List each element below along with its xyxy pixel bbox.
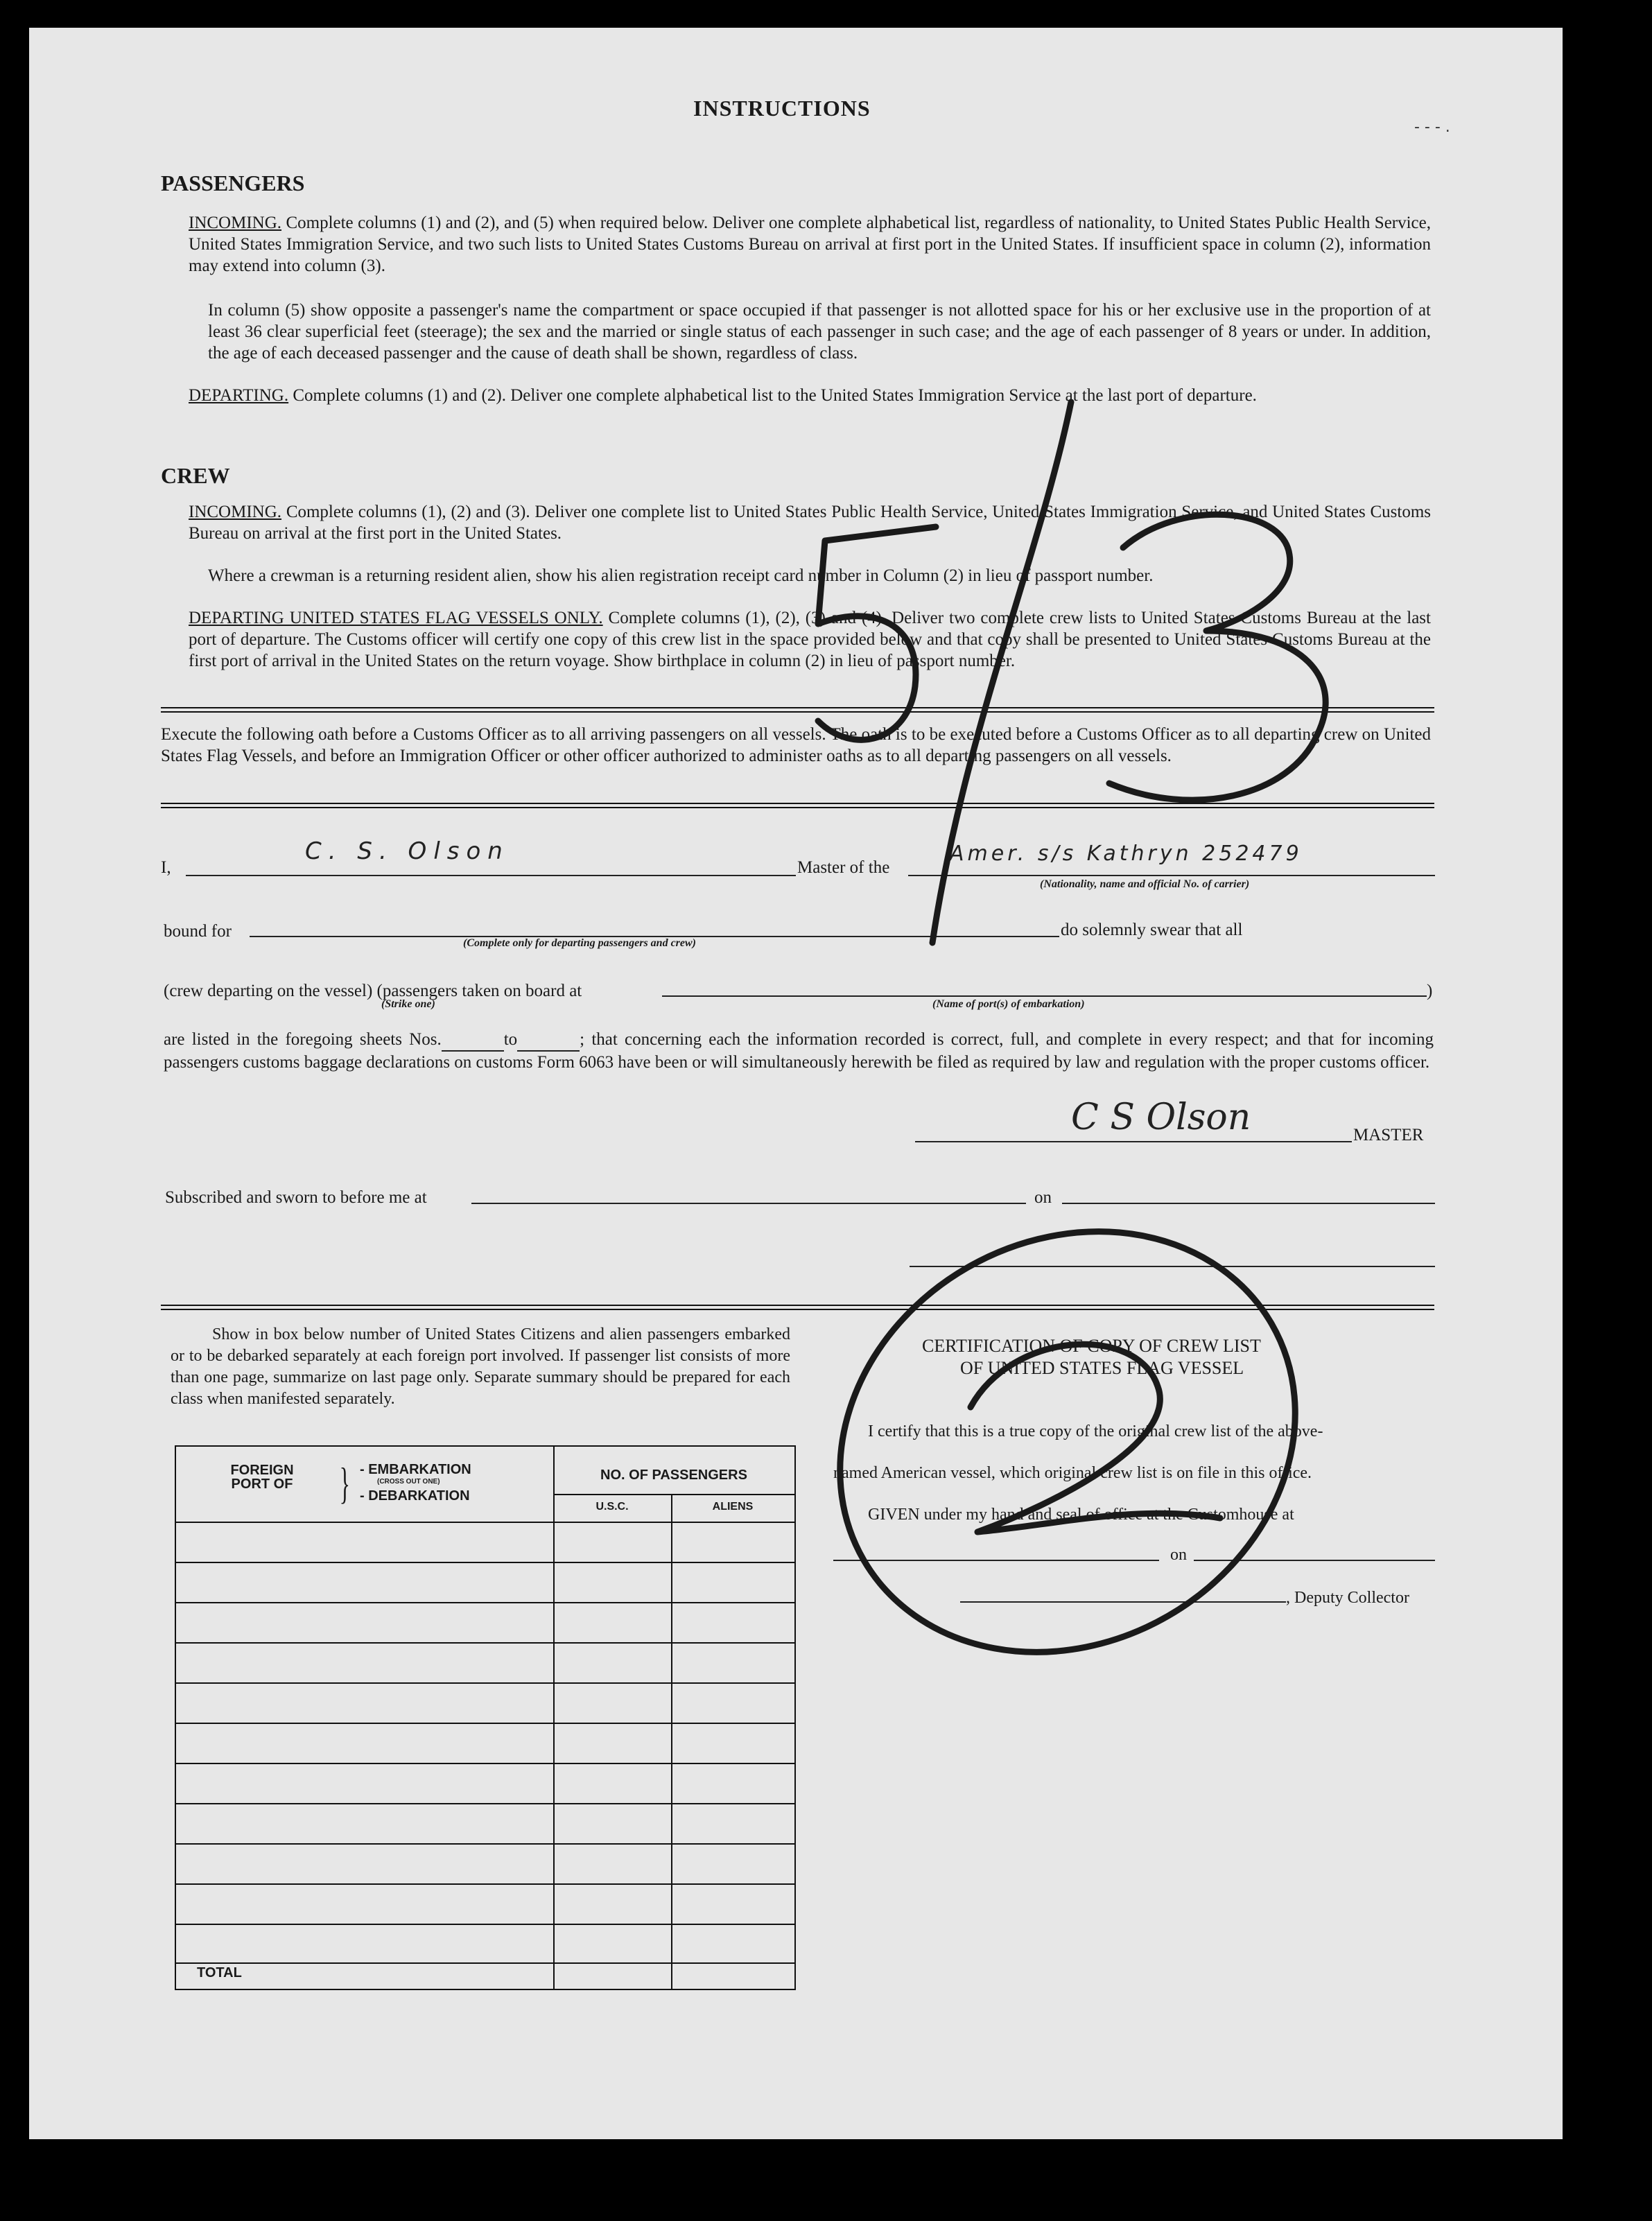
certification-line-1: I certify that this is a true copy of the original crew list of the above- (868, 1422, 1323, 1440)
debarkation-label: - DEBARKATION (360, 1488, 470, 1504)
passengers-departing-text: Complete columns (1) and (2). Deliver one complete alphabetical list to the United States Immigration Service at the last port of departure. (293, 386, 1257, 405)
numeral-two-mark (971, 1344, 1220, 1532)
strike-caption: (Strike one) (381, 998, 435, 1010)
foreign-port-label: FOREIGN PORT OF (230, 1463, 294, 1492)
passengers-header: NO. OF PASSENGERS (600, 1467, 747, 1483)
certification-line-2: named American vessel, which original crew list is on file in this office. (833, 1464, 1312, 1482)
bound-for-label: bound for (164, 922, 232, 941)
passengers-column5-text: In column (5) show opposite a passenger's name the compartment or space occupied if that passenger is not allotted space for his or her exclusive use in the proportion of at least 36 clear superficial feet (steerage); the sex and the married or single status of each passenger in such case; and the age of each passenger of 8 years or under. In addition, the age of each deceased passenger and the cause of death shall be shown, regardless of class. (208, 301, 1431, 363)
certification-line-3: GIVEN under my hand and seal of office at the Customhouse at (868, 1506, 1294, 1524)
certification-title-2: OF UNITED STATES FLAG VESSEL (960, 1358, 1244, 1378)
master-name-handwritten: C. S. Olson (305, 837, 510, 865)
master-label: MASTER (1353, 1126, 1424, 1144)
vessel-caption: (Nationality, name and official No. of carrier) (1040, 878, 1250, 890)
cross-out-label: (CROSS OUT ONE) (377, 1478, 440, 1486)
numeral-five-mark (818, 527, 936, 740)
close-paren: ) (1427, 982, 1433, 1000)
circle-mark (763, 1150, 1373, 1734)
passengers-incoming-lead: INCOMING. (189, 214, 282, 232)
ports-caption: (Name of port(s) of embarkation) (932, 998, 1085, 1010)
certification-on-label: on (1170, 1546, 1187, 1564)
deputy-collector-label: , Deputy Collector (1286, 1589, 1409, 1607)
crew-incoming-text: Complete columns (1), (2) and (3). Deliver one complete list to United States Public Health Service, United States Immigration Service, and United States Customs Bureau on arrival at the first port in the United States. (189, 503, 1432, 543)
crew-departing-text: Complete columns (1), (2), (3) and (4). Deliver two complete crew lists to United States Customs Bureau at the last port of departure. The Customs officer will certify one copy of this crew list in the space provided below and that copy shall be presented to United States Customs Bureau at the first port of arrival in the United States on the return voyage. Show birthplace in column (2) in lieu of passport number. (189, 609, 1431, 670)
passengers-departing-lead: DEPARTING. (189, 386, 289, 405)
subscribed-label: Subscribed and sworn to before me at (165, 1188, 427, 1207)
page-title: INSTRUCTIONS (693, 96, 871, 121)
sheets-post: ; that concerning each the information recorded is correct, full, and complete in every respect; and that for incoming passengers customs baggage declarations on customs Form 6063 have been or will simultaneously herewith be filed as required by law and regulation with the proper customs officer. (164, 1030, 1434, 1072)
oath-intro: Execute the following oath before a Customs Officer as to all arriving passengers on all vessels. The oath is to be executed before a Customs Officer as to all departing crew on United States Flag Vessels, and before an Immigration Officer or other officer authorized to administer oaths as to all departing passengers on all vessels. (161, 725, 1431, 765)
crew-departing-label: (crew departing on the vessel) (passengers taken on board at (164, 982, 582, 1000)
crew-incoming-lead: INCOMING. (189, 503, 282, 521)
numeral-three-mark (1109, 514, 1325, 800)
sheets-to: to (503, 1030, 518, 1049)
subscribed-on-label: on (1034, 1188, 1052, 1207)
oath-i-label: I, (161, 858, 171, 877)
summary-instructions: Show in box below number of United States Citizens and alien passengers embarked or to be debarked separately at each foreign port involved. If passenger list consists of more than one page, summarize on last page only. Separate summary should be prepared for each class when manifested separately. (171, 1325, 790, 1408)
swear-label: do solemnly swear that all (1061, 921, 1243, 939)
crew-heading: CREW (161, 463, 230, 488)
brace-icon: } (339, 1458, 351, 1508)
embarkation-label: - EMBARKATION (360, 1462, 471, 1477)
crew-resident-text: Where a crewman is a returning resident alien, show his alien registration receipt card number in Column (2) in lieu of passport number. (208, 566, 1154, 585)
master-signature: C S Olson (1071, 1097, 1251, 1138)
total-label: TOTAL (197, 1965, 242, 1980)
aliens-header: ALIENS (712, 1501, 754, 1513)
certification-title-1: CERTIFICATION OF COPY OF CREW LIST (922, 1336, 1261, 1356)
scan-speck-mark: - - - . (1414, 119, 1450, 136)
passengers-incoming-text: Complete columns (1) and (2), and (5) when required below. Deliver one complete alphabetical list, regardless of nationality, to United States Public Health Service, United States Immigration Service, and two such lists to United States Customs Bureau on arrival at first port in the United States. If insufficient space in column (2), information may extend into column (3). (189, 214, 1432, 275)
vessel-handwritten: Amer. s/s Kathryn 252479 (950, 842, 1303, 866)
crew-departing-lead: DEPARTING UNITED STATES FLAG VESSELS ONLY. (189, 609, 603, 627)
master-of-label: Master of the (797, 858, 890, 877)
usc-header: U.S.C. (595, 1501, 629, 1513)
bound-caption: (Complete only for departing passengers and crew) (463, 937, 696, 949)
fraction-slash-mark (932, 402, 1071, 943)
passengers-heading: PASSENGERS (161, 171, 305, 195)
sheets-pre: are listed in the foregoing sheets Nos. (164, 1030, 442, 1049)
